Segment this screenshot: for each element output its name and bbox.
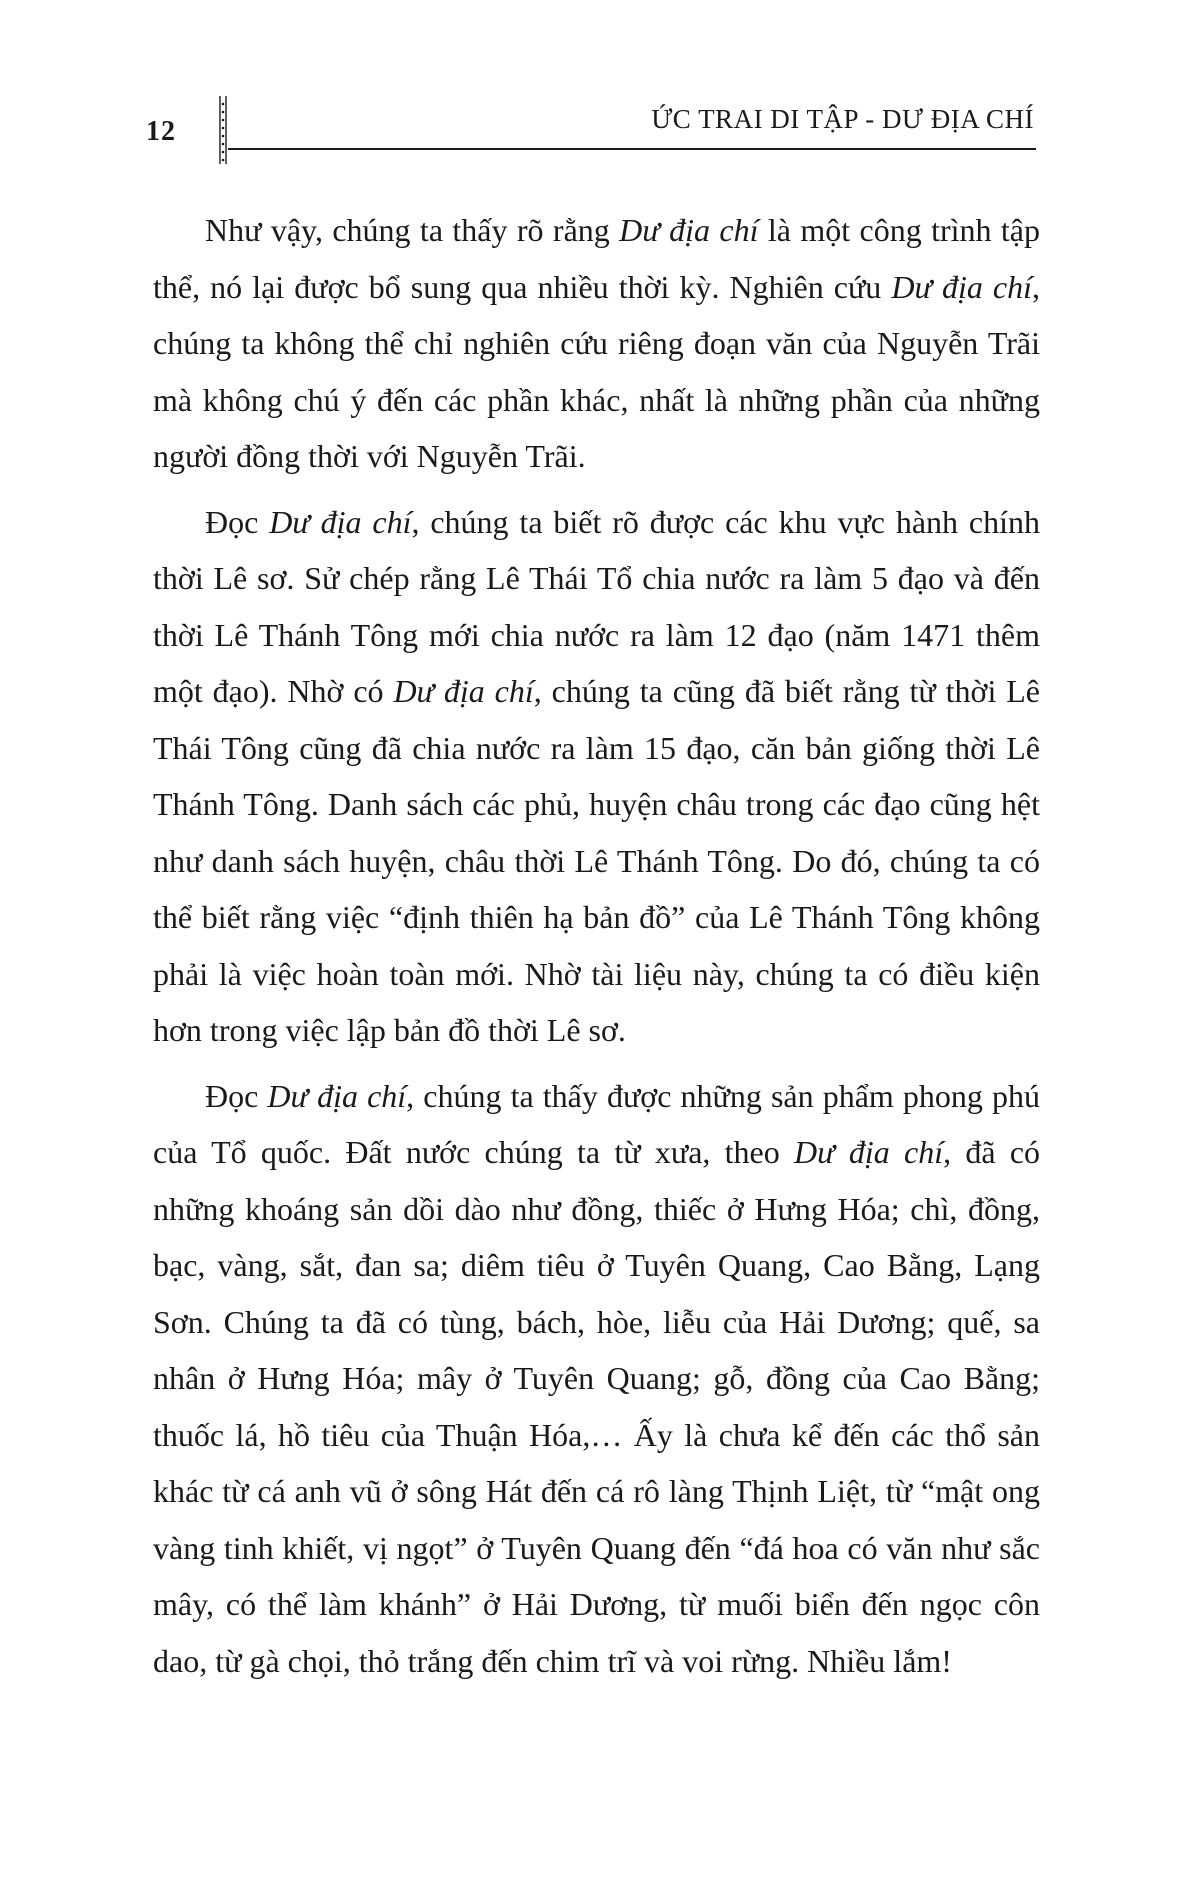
italic-title-text: Dư địa chí — [267, 1077, 407, 1114]
body-text-segment: , chúng ta thấy được những sản phẩm phong phú của Tổ quốc. Đất nước chúng ta từ xưa, theo — [153, 1077, 1041, 1170]
paragraph — [153, 1068, 1040, 1690]
body-text-segment: là một công trình tập thể, nó lại được bổ sung qua nhiều thời kỳ. Nghiên cứu — [153, 212, 1041, 305]
running-head: ỨC TRAI DI TẬP - DƯ ĐỊA CHÍ — [651, 104, 1034, 134]
italic-title-text: Dư địa chí — [891, 268, 1033, 305]
body-text-segment: Đọc — [205, 1077, 268, 1114]
body-text-segment: , chúng ta biết rõ được các khu vực hành chính thời Lê sơ. Sử chép rằng Lê Thái Tổ chia nước ra làm 5 đạo và đến thời Lê Thánh Tông mới chia nước ra làm 12 đạo (năm 1471 thêm một đạo). Nhờ có — [153, 503, 1041, 709]
italic-title-text: Dư địa chí — [393, 673, 534, 709]
italic-title-text: Dư địa chí — [269, 503, 412, 540]
body-text-segment: , chúng ta không thể chỉ nghiên cứu riêng đoạn văn của Nguyễn Trãi mà không chú ý đến các phần khác, nhất là những phần của những người đồng thời với Nguyễn Trãi. — [153, 268, 1041, 474]
body-text-segment: , chúng ta cũng đã biết rằng từ thời Lê Thái Tông cũng đã chia nước ra làm 15 đạo, căn bản giống thời Lê Thánh Tông. Danh sách các phủ, huyện châu trong các đạo cũng hệt như danh sách huyện, châu thời Lê Thánh Tông. Do đó, chúng ta có thể biết rằng việc “định thiên hạ bản đồ” của Lê Thánh Tông không phải là việc hoàn toàn mới. Nhờ tài liệu này, chúng ta có điều kiện hơn trong việc lập bản đồ thời Lê sơ. — [153, 673, 1041, 1048]
page-number: 12 — [146, 116, 176, 147]
italic-title-text: Dư địa chí — [619, 212, 759, 248]
body-text-segment: Đọc — [205, 503, 270, 540]
body-text — [153, 202, 1040, 1689]
header-ornament — [216, 96, 230, 164]
body-text-segment: , đã có những khoáng sản dồi dào như đồng, thiếc ở Hưng Hóa; chì, đồng, bạc, vàng, sắt, đan sa; diêm tiêu ở Tuyên Quang, Cao Bằng, Lạng Sơn. Chúng ta đã có tùng, bách, hòe, liễu của Hải Dương; quế, sa nhân ở Hưng Hóa; mây ở Tuyên Quang; gỗ, đồng của Cao Bằng; thuốc lá, hồ tiêu của Thuận Hóa,… Ấy là chưa kể đến các thổ sản khác từ cá anh vũ ở sông Hát đến cá rô làng Thịnh Liệt, từ “mật ong vàng tinh khiết, vị ngọt” ở Tuyên Quang đến “đá hoa có văn như sắc mây, có thể làm khánh” ở Hải Dương, từ muối biển đến ngọc côn dao, từ gà chọi, thỏ trắng đến chim trĩ và voi rừng. Nhiều lắm! — [153, 1134, 1041, 1679]
italic-title-text: Dư địa chí — [794, 1134, 944, 1170]
body-text-segment: Như vậy, chúng ta thấy rõ rằng — [205, 212, 620, 248]
paragraph — [153, 202, 1040, 485]
header-rule — [228, 148, 1036, 150]
paragraph — [153, 494, 1040, 1059]
